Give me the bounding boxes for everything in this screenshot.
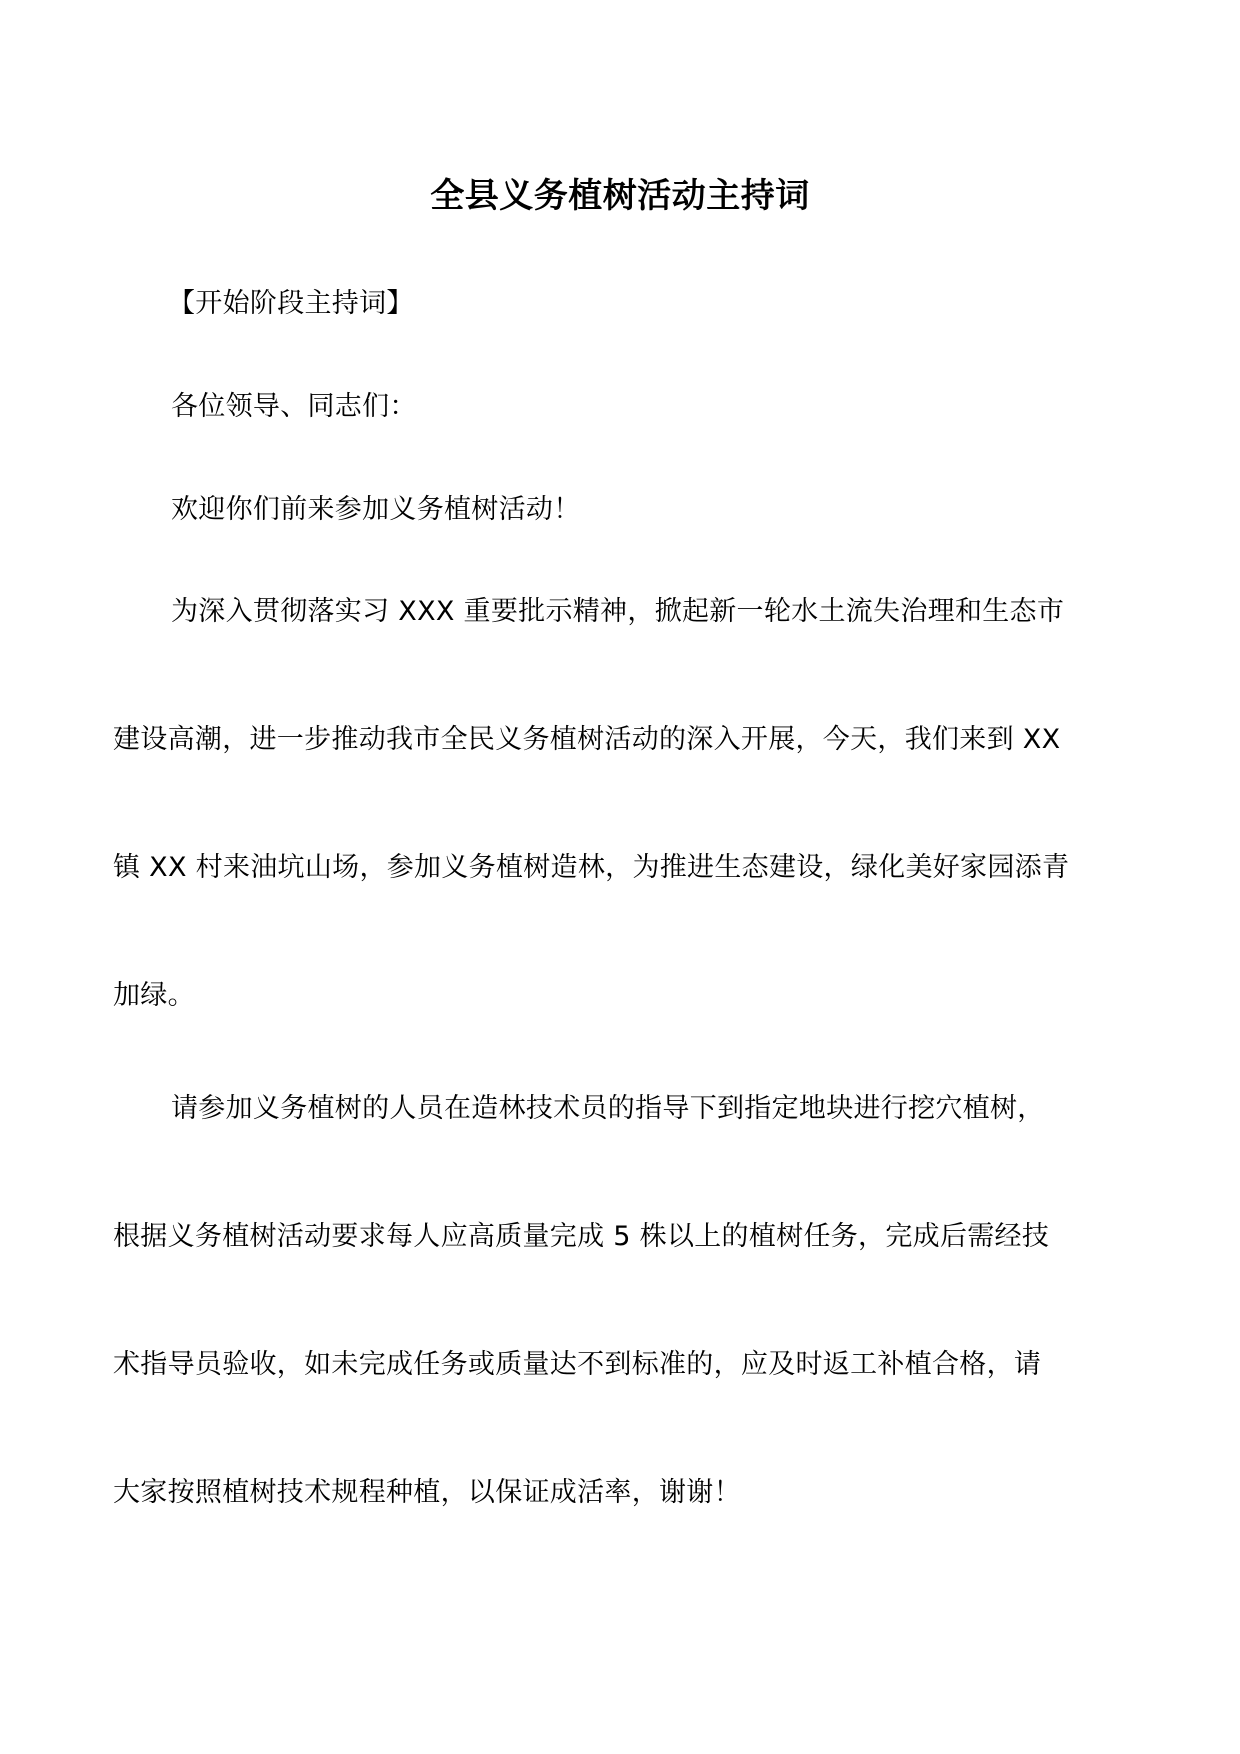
paragraph1-line: 建设高潮，进一步推动我市全民义务植树活动的深入开展，今天，我们来到 XX — [113, 724, 1061, 755]
paragraph2-line: 根据义务植树活动要求每人应高质量完成 5 株以上的植树任务，完成后需经技 — [113, 1221, 1050, 1252]
document-title: 全县义务植树活动主持词 — [430, 176, 810, 216]
paragraph1-line: 镇 XX 村来油坑山场，参加义务植树造林，为推进生态建设，绿化美好家园添青 — [113, 852, 1070, 883]
greeting-line: 各位领导、同志们： — [171, 391, 417, 422]
paragraph2-line: 术指导员验收，如未完成任务或质量达不到标准的，应及时返工补植合格，请 — [113, 1349, 1042, 1380]
paragraph2-line: 请参加义务植树的人员在造林技术员的指导下到指定地块进行挖穴植树， — [171, 1093, 1045, 1124]
paragraph2-line: 大家按照植树技术规程种植，以保证成活率，谢谢！ — [113, 1477, 741, 1508]
paragraph1-line: 为深入贯彻落实习 XXX 重要批示精神，掀起新一轮水土流失治理和生态市 — [171, 596, 1065, 627]
paragraph1-line: 加绿。 — [113, 980, 195, 1011]
welcome-line: 欢迎你们前来参加义务植树活动！ — [171, 494, 581, 525]
section-heading: 【开始阶段主持词】 — [168, 288, 414, 319]
